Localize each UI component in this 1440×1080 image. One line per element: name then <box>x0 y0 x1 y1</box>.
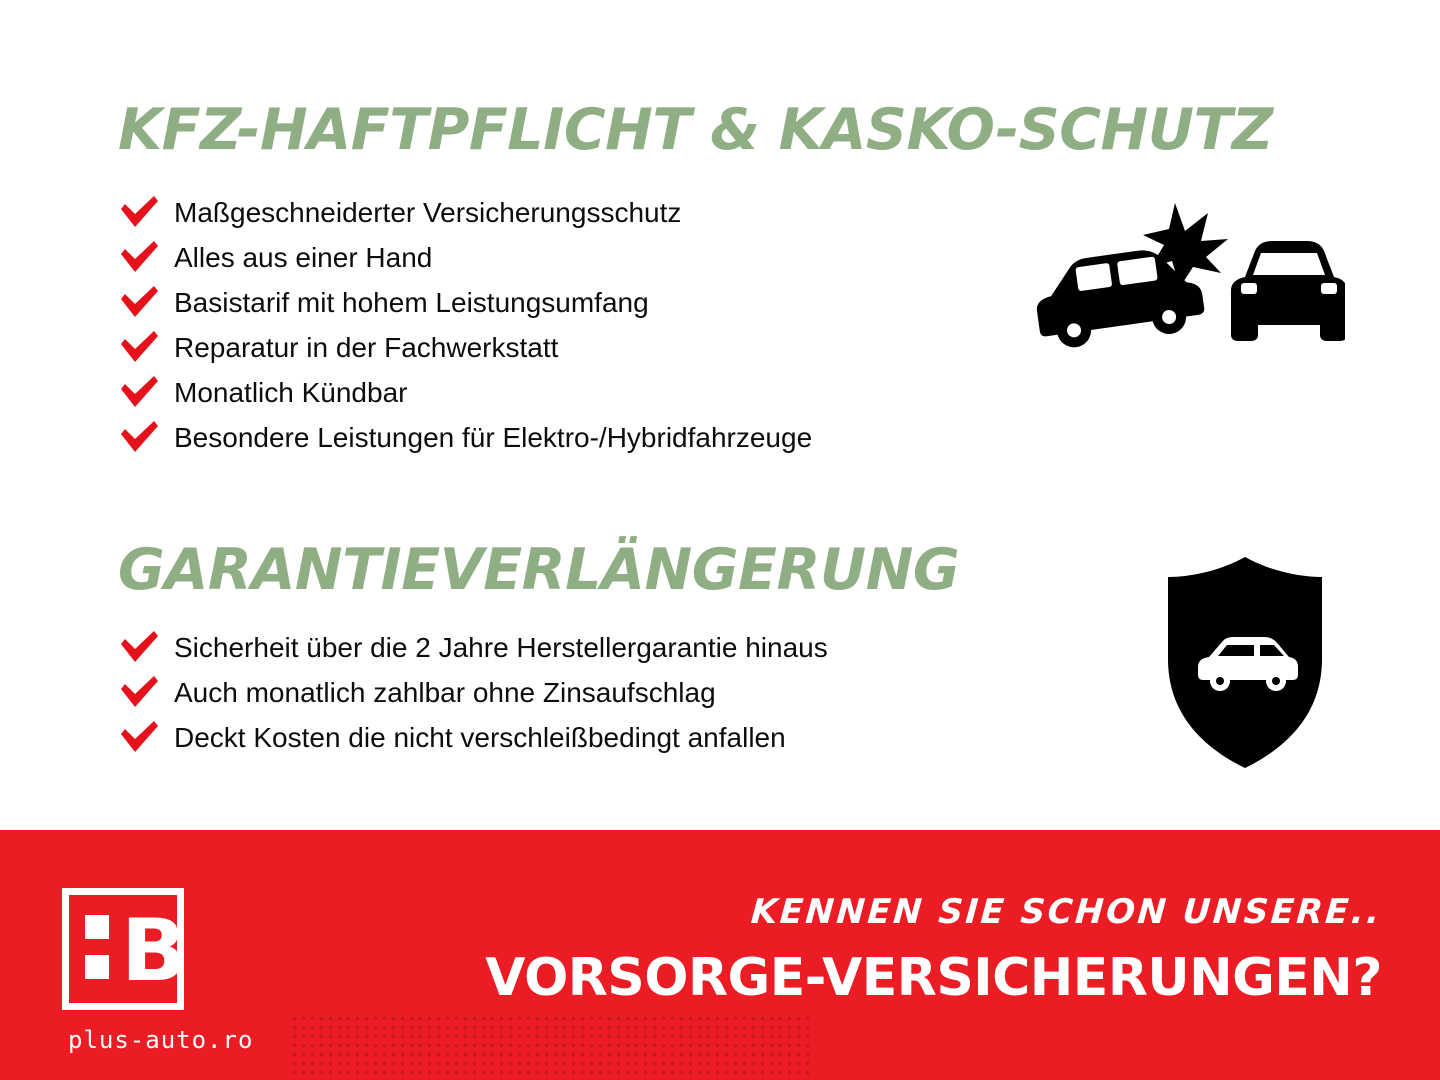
list-item <box>118 670 828 715</box>
list-item <box>118 715 828 760</box>
list-item <box>118 280 812 325</box>
footer-kicker-text: KENNEN SIE SCHON UNSERE.. <box>749 892 1384 932</box>
check-icon <box>118 675 160 711</box>
list-item-label: Reparatur in der Fachwerkstatt <box>174 331 559 363</box>
halftone-dots-decoration <box>290 1014 810 1080</box>
car-crash-icon <box>1025 195 1345 365</box>
shield-car-icon <box>1160 555 1330 770</box>
footer-headline-text: VORSORGE-VERSICHERUNGEN? <box>485 948 1382 1008</box>
logo-letter: B <box>121 901 187 1001</box>
list-item-label: Sicherheit über die 2 Jahre Herstellergarantie hinaus <box>174 631 828 663</box>
check-icon <box>118 240 160 276</box>
list-item <box>118 235 812 280</box>
list-item-label: Deckt Kosten die nicht verschleißbedingt anfallen <box>174 721 786 753</box>
list-item <box>118 625 828 670</box>
check-icon <box>118 195 160 231</box>
benefits-list-warranty <box>118 625 828 760</box>
list-item-label: Basistarif mit hohem Leistungsumfang <box>174 286 649 318</box>
check-icon <box>118 420 160 456</box>
list-item-label: Maßgeschneiderter Versicherungsschutz <box>174 196 682 228</box>
logo-square-top <box>85 915 109 939</box>
list-item <box>118 415 812 460</box>
list-item <box>118 325 812 370</box>
benefits-list-insurance <box>118 190 812 460</box>
check-icon <box>118 375 160 411</box>
list-item-label: Besondere Leistungen für Elektro-/Hybridfahrzeuge <box>174 421 813 453</box>
check-icon <box>118 285 160 321</box>
section-two-title: GARANTIEVERLÄNGERUNG <box>118 537 960 603</box>
check-icon <box>118 720 160 756</box>
logo-caption: plus-auto.ro <box>68 1026 254 1054</box>
footer-banner <box>0 830 1440 1080</box>
list-item <box>118 190 812 235</box>
check-icon <box>118 630 160 666</box>
list-item-label: Alles aus einer Hand <box>174 241 433 273</box>
brand-logo <box>62 888 187 1010</box>
list-item <box>118 370 812 415</box>
list-item-label: Monatlich Kündbar <box>174 376 408 408</box>
logo-square-bottom <box>85 955 109 979</box>
check-icon <box>118 330 160 366</box>
section-one-title: KFZ-HAFTPFLICHT & KASKO-SCHUTZ <box>118 97 1273 163</box>
list-item-label: Auch monatlich zahlbar ohne Zinsaufschlag <box>174 676 716 708</box>
